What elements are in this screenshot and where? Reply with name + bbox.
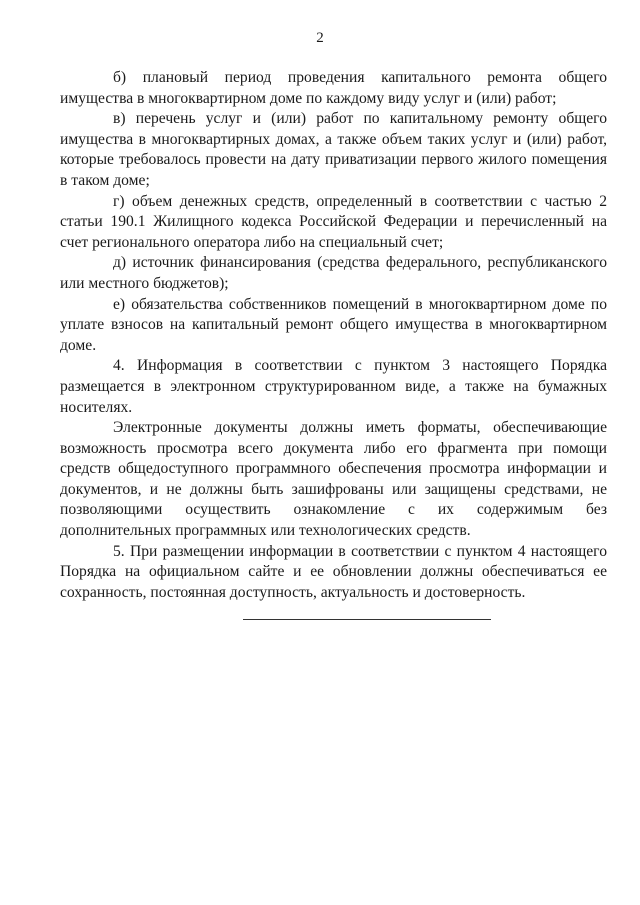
- document-body: [60, 68, 607, 620]
- paragraph-5: 5. При размещении информации в соответствии с пунктом 4 настоящего Порядка на официальном сайте и ее обновлении должны обеспечиваться ее сохранность, постоянная доступность, актуальность и достоверность.: [60, 542, 607, 601]
- page-number: 2: [316, 30, 324, 46]
- paragraph-v: в) перечень услуг и (или) работ по капитальному ремонту общего имущества в многоквартирных домах, а также объем таких услуг и (или) работ, которые требовалось провести на дату приватизации первого жилого помещения в таком доме;: [60, 110, 607, 189]
- paragraph-electronic-docs: Электронные документы должны иметь форматы, обеспечивающие возможность просмотра всего документа либо его фрагмента при помощи средств общедоступного программного обеспечения просмотра информации и документов, и не должны быть зашифрованы или защищены средствами, не позволяющими осуществить ознакомление с их содержимым без дополнительных программных или технологических средств.: [60, 419, 607, 540]
- paragraph-b: б) плановый период проведения капитального ремонта общего имущества в многоквартирном доме по каждому виду услуг и (или) работ;: [60, 69, 607, 107]
- paragraph-g: г) объем денежных средств, определенный в соответствии с частью 2 статьи 190.1 Жилищного кодекса Российской Федерации и перечисленный на счет регионального оператора либо на специальный счет;: [60, 192, 607, 251]
- end-divider: [243, 619, 491, 620]
- paragraph-4: 4. Информация в соответствии с пунктом 3 настоящего Порядка размещается в электронном структурированном виде, а также на бумажных носителях.: [60, 357, 607, 416]
- paragraph-e: е) обязательства собственников помещений в многоквартирном доме по уплате взносов на капитальный ремонт общего имущества в многоквартирном доме.: [60, 295, 607, 354]
- paragraph-d: д) источник финансирования (средства федерального, республиканского или местного бюджетов);: [60, 254, 607, 292]
